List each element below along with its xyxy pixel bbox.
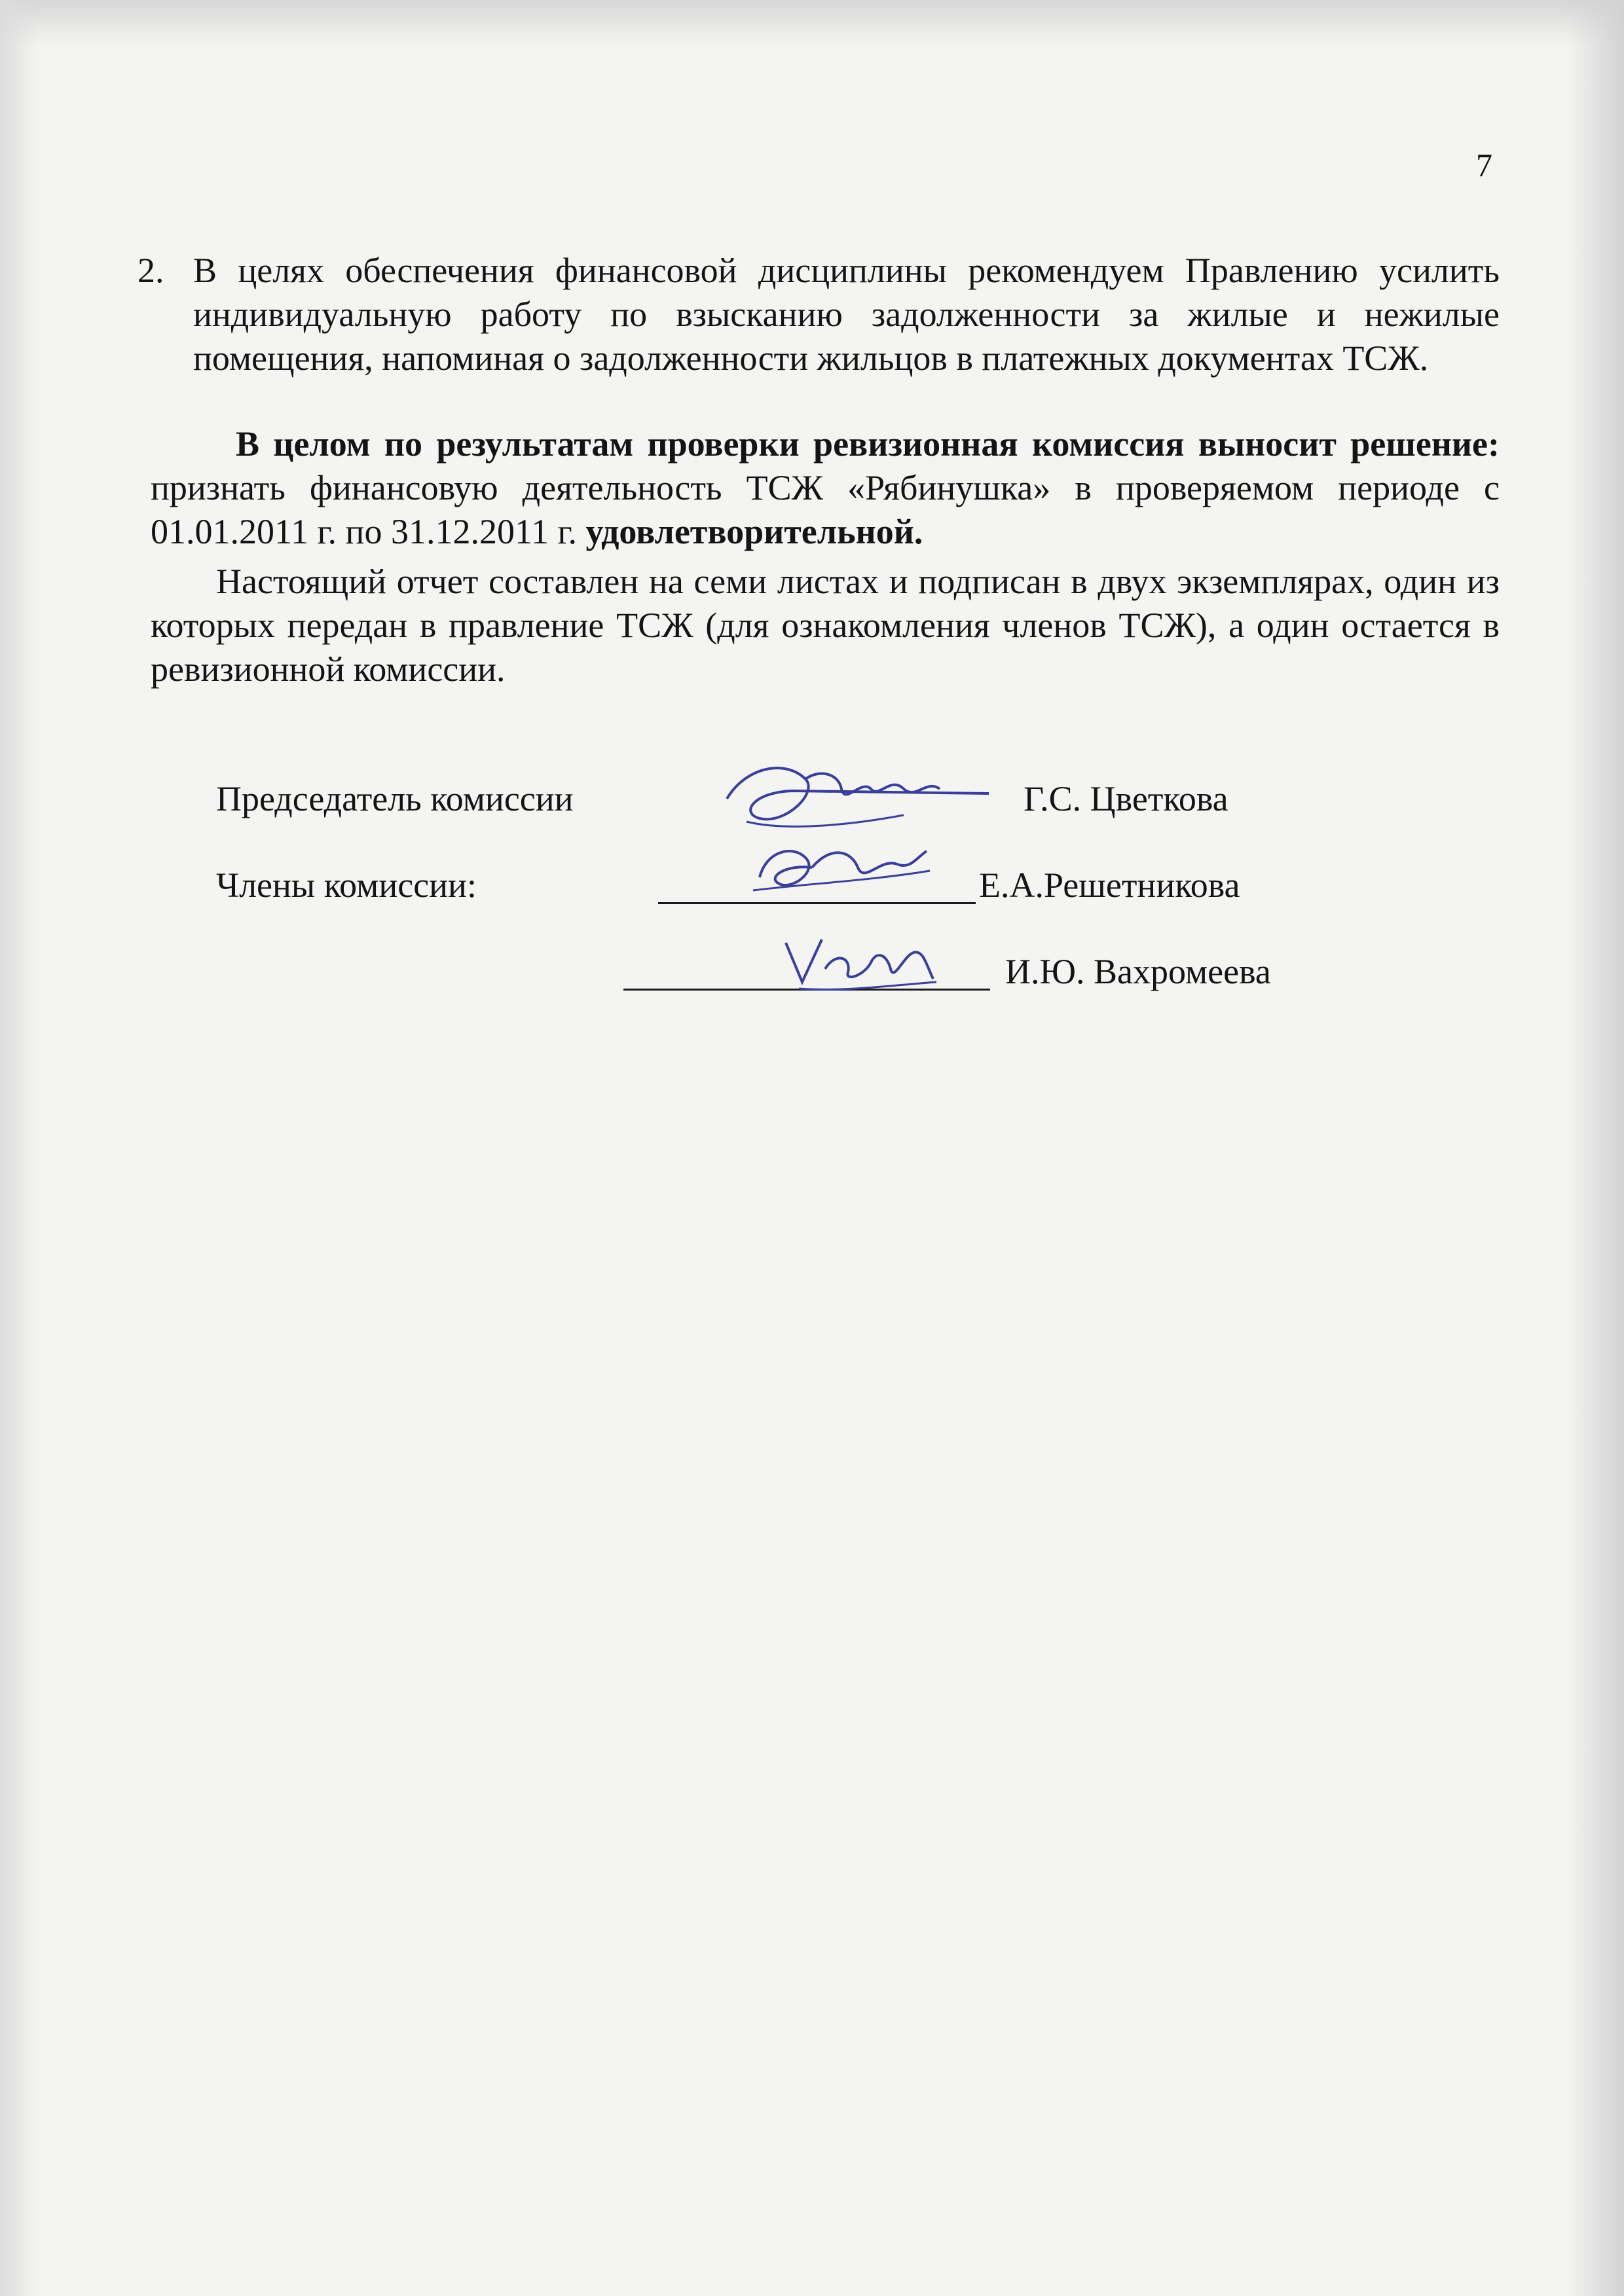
members-label: Члены комиссии:	[216, 866, 477, 905]
conclusion-text: признать финансовую деятельность ТСЖ «Рябинушка» в проверяемом периоде с 01.01.2011 г. по 31.12.2011 г.	[151, 468, 1500, 551]
member2-name: И.Ю. Вахромеева	[1005, 952, 1271, 991]
conclusion-verdict: удовлетворительной.	[585, 512, 923, 551]
member1-name: Е.А.Решетникова	[979, 866, 1240, 905]
member2-handwritten-signature	[773, 917, 943, 1002]
closing-paragraph	[151, 560, 1500, 691]
member1-handwritten-signature	[740, 818, 936, 917]
scan-shadow-left	[0, 0, 39, 2296]
scan-shadow-top	[0, 0, 1624, 46]
chair-label: Председатель комиссии	[216, 779, 574, 818]
conclusion-paragraph	[151, 422, 1500, 554]
closing-text: Настоящий отчет составлен на семи листах и подписан в двух экземплярах, один из которых передан в правление ТСЖ (для ознакомления членов ТСЖ), а один остается в ревизионной комиссии.	[151, 562, 1500, 689]
chair-name: Г.С. Цветкова	[1024, 779, 1228, 818]
scan-shadow-right	[1565, 0, 1624, 2296]
page-number: 7	[1476, 147, 1492, 183]
list-item-text: В целях обеспечения финансовой дисциплины рекомендуем Правлению усилить индивидуальную работу по взысканию задолженности за жилые и нежилые помещения, напоминая о задолженности жильцов в платежных документах ТСЖ.	[193, 251, 1500, 378]
conclusion-lead: В целом по результатам проверки ревизионная комиссия выносит решение:	[236, 424, 1500, 464]
list-item-number: 2.	[138, 251, 164, 290]
list-item-recommendation	[138, 249, 1500, 380]
